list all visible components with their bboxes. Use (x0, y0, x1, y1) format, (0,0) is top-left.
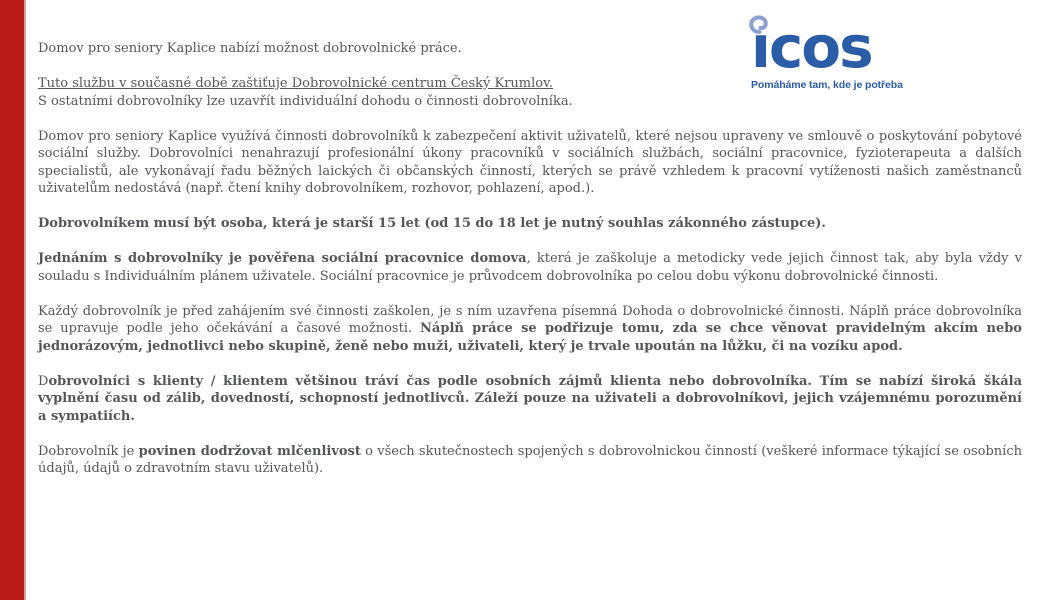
logo-tagline: Pomáháme tam, kde je potřeba (751, 79, 903, 91)
intro-text: Domov pro seniory Kaplice nabízí možnost dobrovolnické práce. (38, 41, 462, 56)
clients-bold-text: obrovolníci s klienty / klientem většinou tráví čas podle osobních zájmů klienta nebo dobrovolníka. Tím se nabízí široká škála vyplnění času od zálib, dovedností, schopností jednotlivců. Záleží pouze na uživateli a dobrovolníkovi, jejich vzájemnému porozumění a sympatiích. (38, 373, 1022, 424)
logo-i-stem: ı (751, 13, 769, 81)
training-bold-text: Náplň práce se podřizuje tomu, zda se chce věnovat pravidelným akcím nebo jednorázovým, jednotlivci nebo skupině, ženě nebo muži, uživateli, který je trvale upoután na lůžku, či na vozíku apod. (38, 321, 1022, 354)
logo-letters: cos (768, 13, 872, 81)
coverage-note: S ostatními dobrovolníky lze uzavřít individuální dohodu o činnosti dobrovolníka. (38, 93, 573, 109)
paragraph-coordinator (38, 250, 1022, 285)
paragraph-age-requirement (38, 215, 1022, 233)
coverage-link[interactable]: Tuto službu v současné době zaštiťuje Dobrovolnické centrum Český Krumlov. (38, 76, 554, 91)
paragraph-clients (38, 373, 1022, 426)
age-requirement-text: Dobrovolníkem musí být osoba, která je starší 15 let (od 15 do 18 let je nutný souhlas zákonného zástupce). (38, 216, 826, 231)
logo-spiral-icon (749, 15, 769, 35)
coordinator-bold-text: Jednáním s dobrovolníky je pověřena sociální pracovnice domova (38, 251, 527, 266)
paragraph-coverage (38, 75, 1022, 110)
clients-initial-letter: D (38, 373, 49, 389)
training-normal-text: Každý dobrovolník je před zahájením své činnosti zaškolen, je s ním uzavřena písemná Dohoda o dobrovolnické činnosti. Náplň práce dobrovolníka se upravuje podle jeho očekávání a časové možnosti. (38, 303, 1022, 336)
activities-text: Domov pro seniory Kaplice využívá činnosti dobrovolníků k zabezpečení aktivit uživatelů, které nejsou upraveny ve smlouvě o poskytování pobytové sociální služby. Dobrovolníci nenahrazují profesionální úkony pracovníků v sociálních službách, sociální pracovnice, fyzioterapeuta a dalších specialistů, ale vykonávají řadu běžných laických či občanských činností, kterých se právě vzhledem k pracovní vytíženosti našich zaměstnanců uživatelům nedostává (např. čtení knihy dobrovolníkem, rozhovor, pohlazení, apod.). (38, 128, 1022, 196)
confidentiality-bold-text: povinen dodržovat mlčenlivost (138, 443, 361, 459)
paragraph-training (38, 303, 1022, 356)
left-accent-bar (0, 0, 26, 600)
paragraph-activities (38, 128, 1022, 198)
article-body (38, 40, 1022, 495)
confidentiality-post-text: o všech skutečnostech spojených s dobrovolnickou činností (veškeré informace týkající se osobních údajů, údajů o zdravotním stavu uživatelů). (38, 443, 1022, 476)
paragraph-confidentiality (38, 443, 1022, 478)
confidentiality-pre-text: Dobrovolník je (38, 443, 139, 459)
paragraph-intro (38, 40, 1022, 58)
coordinator-rest-text: , která je zaškoluje a metodicky vede jejich činnost tak, aby byla vždy v souladu s Individuálním plánem uživatele. Sociální pracovnice je průvodcem dobrovolníka po celou dobu výkonu dobrovolnické činnosti. (38, 251, 1022, 284)
